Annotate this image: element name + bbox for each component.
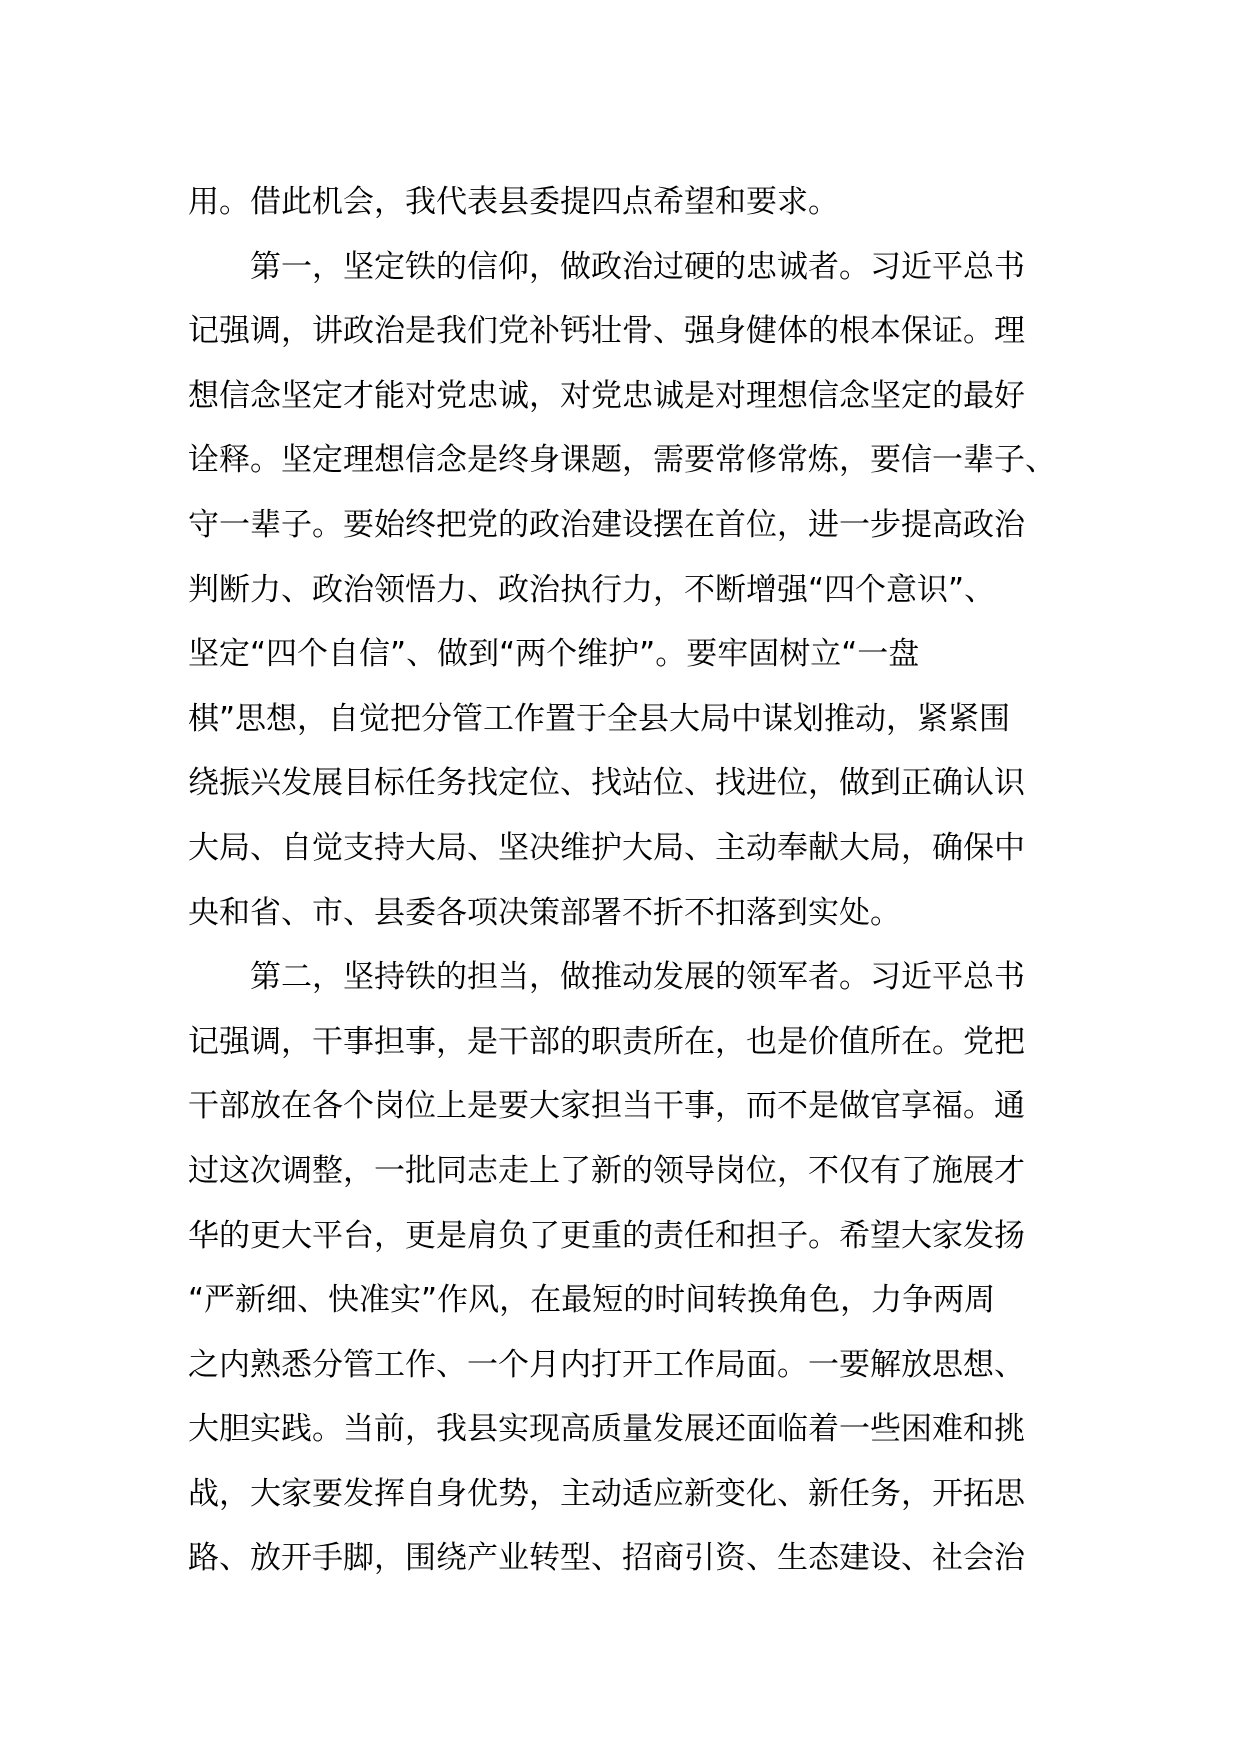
text-line: 大胆实践。当前，我县实现高质量发展还面临着一些困难和挑 <box>188 1411 1025 1448</box>
text-line: 路、放开手脚，围绕产业转型、招商引资、生态建设、社会治 <box>188 1540 1025 1577</box>
text-line: 记强调，讲政治是我们党补钙壮骨、强身健体的根本保证。理 <box>188 313 1025 350</box>
text-line: 棋”思想，自觉把分管工作置于全县大局中谋划推动，紧紧围 <box>188 700 1011 737</box>
text-line: 守一辈子。要始终把党的政治建设摆在首位，进一步提高政治 <box>188 506 1025 543</box>
text-line: 大局、自觉支持大局、坚决维护大局、主动奉献大局，确保中 <box>188 829 1025 866</box>
text-line: 坚定“四个自信”、做到“两个维护”。要牢固树立“一盘 <box>188 636 920 673</box>
body-text <box>188 170 1068 1591</box>
text-line: 干部放在各个岗位上是要大家担当干事，而不是做官享福。通 <box>188 1088 1025 1125</box>
text-line: 之内熟悉分管工作、一个月内打开工作局面。一要解放思想、 <box>188 1346 1025 1383</box>
text-line: 绕振兴发展目标任务找定位、找站位、找进位，做到正确认识 <box>188 765 1025 802</box>
paragraph-first-line: 第二，坚持铁的担当，做推动发展的领军者。习近平总书 <box>250 959 1025 996</box>
text-line: 央和省、市、县委各项决策部署不折不扣落到实处。 <box>188 894 901 931</box>
text-line: 战，大家要发挥自身优势，主动适应新变化、新任务，开拓思 <box>188 1475 1025 1512</box>
text-line: 诠释。坚定理想信念是终身课题，需要常修常炼，要信一辈子、 <box>188 442 1056 479</box>
text-line: 用。借此机会，我代表县委提四点希望和要求。 <box>188 184 839 220</box>
text-line: 过这次调整，一批同志走上了新的领导岗位，不仅有了施展才 <box>188 1152 1025 1189</box>
text-line: 华的更大平台，更是肩负了更重的责任和担子。希望大家发扬 <box>188 1217 1025 1254</box>
text-line: 记强调，干事担事，是干部的职责所在，也是价值所在。党把 <box>188 1023 1025 1060</box>
text-line: 判断力、政治领悟力、政治执行力，不断增强“四个意识”、 <box>188 571 996 608</box>
text-line: “严新细、快准实”作风，在最短的时间转换角色，力争两周 <box>188 1282 996 1319</box>
paragraph-first-line: 第一，坚定铁的信仰，做政治过硬的忠诚者。习近平总书 <box>250 248 1025 285</box>
text-line: 想信念坚定才能对党忠诚，对党忠诚是对理想信念坚定的最好 <box>188 377 1025 414</box>
